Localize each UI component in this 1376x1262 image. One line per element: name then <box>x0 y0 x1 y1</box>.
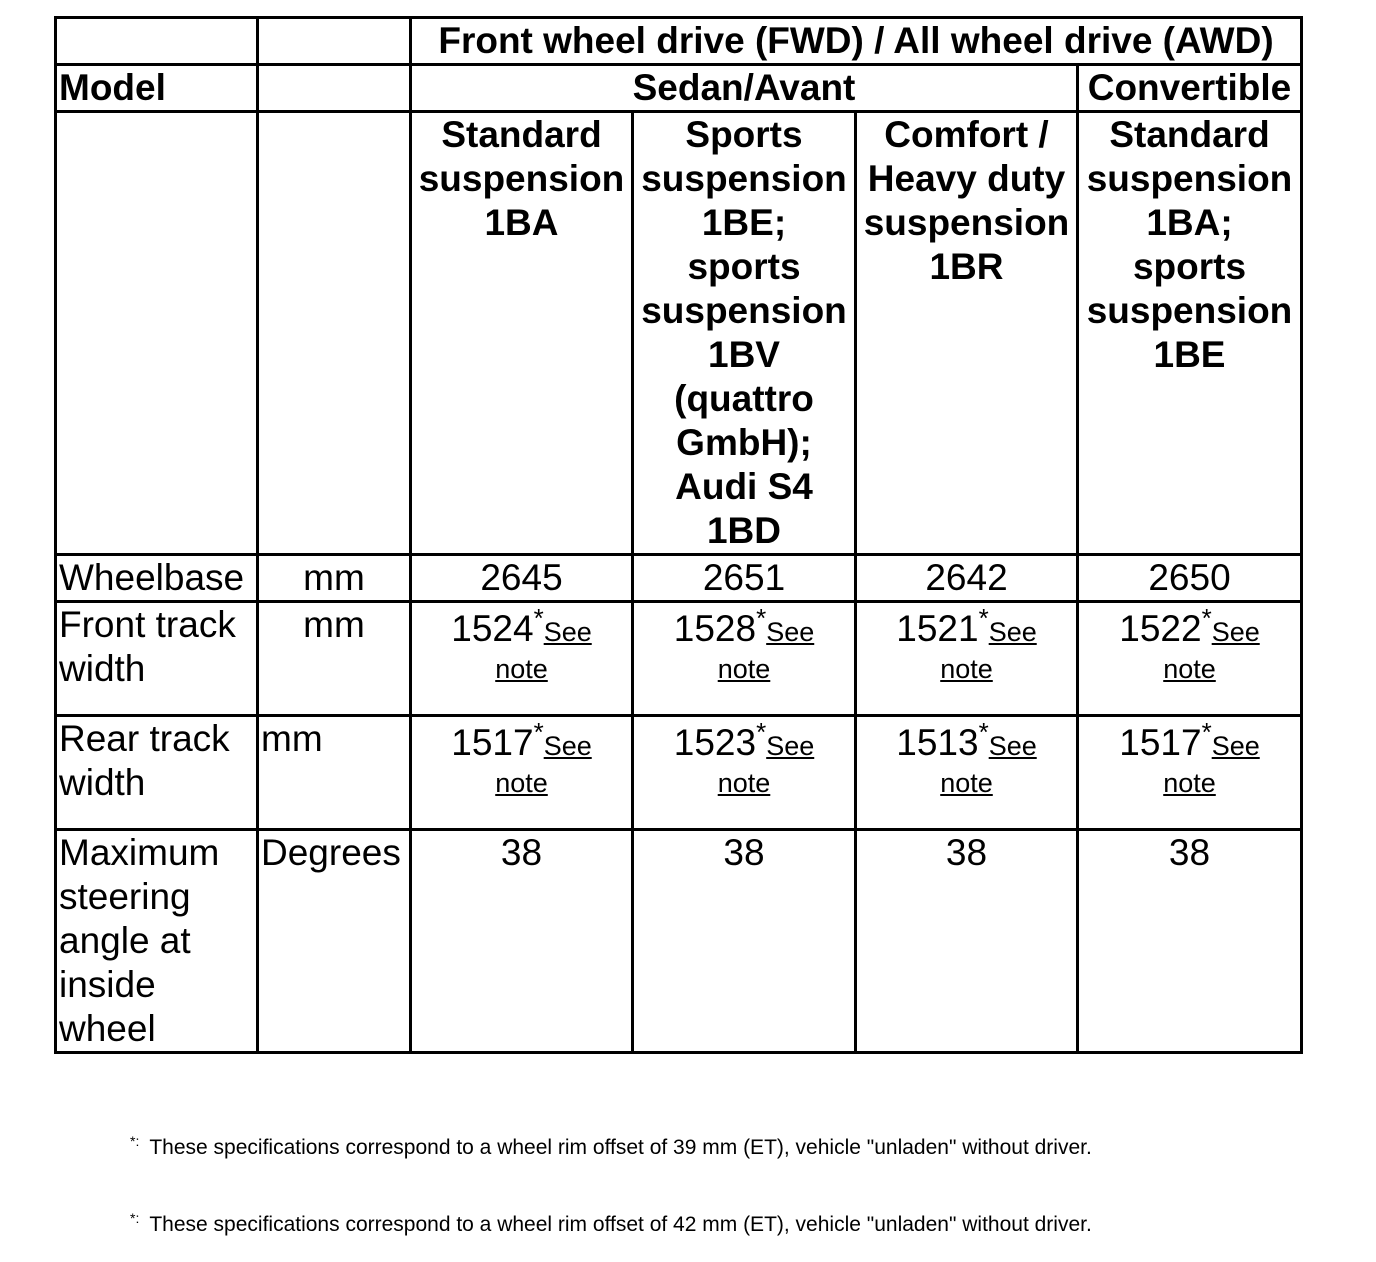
rear-track-value: 1523*See note <box>636 717 852 800</box>
model-label: Model <box>56 65 258 112</box>
footnote-42mm <box>130 1210 1092 1237</box>
see-note-link[interactable]: See <box>543 731 592 761</box>
see-note-link[interactable]: See <box>766 731 815 761</box>
note-link[interactable]: note <box>1163 654 1216 684</box>
wheelbase-value: 2642 <box>856 555 1078 602</box>
see-note-link[interactable]: See <box>543 617 592 647</box>
footnote-mark: *: <box>130 1210 140 1226</box>
front-track-value: 1524*See note <box>414 603 629 686</box>
asterisk: * <box>533 717 544 747</box>
asterisk: * <box>978 603 989 633</box>
empty-cell <box>258 112 411 555</box>
row-label-max-steering: Maximum steering angle at inside wheel <box>56 830 258 1053</box>
footnote-text: These specifications correspond to a wheel rim offset of 42 mm (ET), vehicle "unladen" without driver. <box>149 1213 1092 1236</box>
row-label-front-track: Front track width <box>56 602 258 716</box>
header-row-suspension <box>56 112 1302 555</box>
front-track-value: 1522*See note <box>1081 603 1298 686</box>
note-link[interactable]: note <box>495 654 548 684</box>
table-row-rear-track <box>56 716 1302 830</box>
row-unit-max-steering: Degrees <box>258 830 411 1053</box>
empty-cell <box>56 18 258 65</box>
rear-track-value: 1513*See note <box>859 717 1074 800</box>
row-unit-wheelbase: mm <box>258 555 411 602</box>
note-link[interactable]: note <box>1163 768 1216 798</box>
asterisk: * <box>533 603 544 633</box>
column-header-standard-1ba: Standard suspension 1BA <box>418 114 625 243</box>
drive-type-header: Front wheel drive (FWD) / All wheel drive (AWD) <box>411 18 1302 65</box>
footnote-text: These specifications correspond to a wheel rim offset of 39 mm (ET), vehicle "unladen" without driver. <box>149 1136 1092 1159</box>
row-label-wheelbase: Wheelbase <box>56 555 258 602</box>
header-row-drive <box>56 18 1302 65</box>
note-link[interactable]: note <box>717 654 771 684</box>
rear-track-value: 1517*See note <box>414 717 629 800</box>
see-note-link[interactable]: See <box>766 617 815 647</box>
asterisk: * <box>978 717 989 747</box>
table-row-wheelbase <box>56 555 1302 602</box>
note-link[interactable]: note <box>495 768 548 798</box>
table-row-max-steering <box>56 830 1302 1053</box>
empty-cell <box>56 112 258 555</box>
note-link[interactable]: note <box>940 654 993 684</box>
group-convertible: Convertible <box>1078 65 1302 112</box>
wheelbase-value: 2651 <box>633 555 856 602</box>
see-note-link[interactable]: See <box>988 617 1037 647</box>
asterisk: * <box>756 717 767 747</box>
note-link[interactable]: note <box>717 768 771 798</box>
empty-cell <box>258 18 411 65</box>
asterisk: * <box>756 603 767 633</box>
table-row-front-track <box>56 602 1302 716</box>
column-header-convertible: Standard suspension 1BA; sports suspension 1BE <box>1086 114 1293 375</box>
see-note-link[interactable]: See <box>1211 617 1260 647</box>
group-sedan-avant: Sedan/Avant <box>411 65 1078 112</box>
column-header-comfort-1br: Comfort / Heavy duty suspension 1BR <box>863 114 1070 287</box>
see-note-link[interactable]: See <box>1211 731 1260 761</box>
wheelbase-value: 2650 <box>1078 555 1302 602</box>
asterisk: * <box>1201 603 1212 633</box>
specification-table <box>54 16 1303 1054</box>
max-steering-value: 38 <box>633 830 856 1053</box>
front-track-value: 1528*See note <box>636 603 852 686</box>
rear-track-value: 1517*See note <box>1081 717 1298 800</box>
max-steering-value: 38 <box>411 830 633 1053</box>
footnote-39mm <box>130 1133 1092 1160</box>
footnote-mark: *: <box>130 1133 140 1149</box>
max-steering-value: 38 <box>856 830 1078 1053</box>
asterisk: * <box>1201 717 1212 747</box>
row-unit-front-track: mm <box>258 602 411 716</box>
row-label-rear-track: Rear track width <box>56 716 258 830</box>
empty-cell <box>258 65 411 112</box>
max-steering-value: 38 <box>1078 830 1302 1053</box>
column-header-sports-1be: Sports suspension 1BE; sports suspension 1BV (quattro GmbH); Audi S4 1BD <box>641 114 847 551</box>
note-link[interactable]: note <box>940 768 993 798</box>
wheelbase-value: 2645 <box>411 555 633 602</box>
see-note-link[interactable]: See <box>988 731 1037 761</box>
row-unit-rear-track: mm <box>258 716 411 830</box>
front-track-value: 1521*See note <box>859 603 1074 686</box>
header-row-body <box>56 65 1302 112</box>
